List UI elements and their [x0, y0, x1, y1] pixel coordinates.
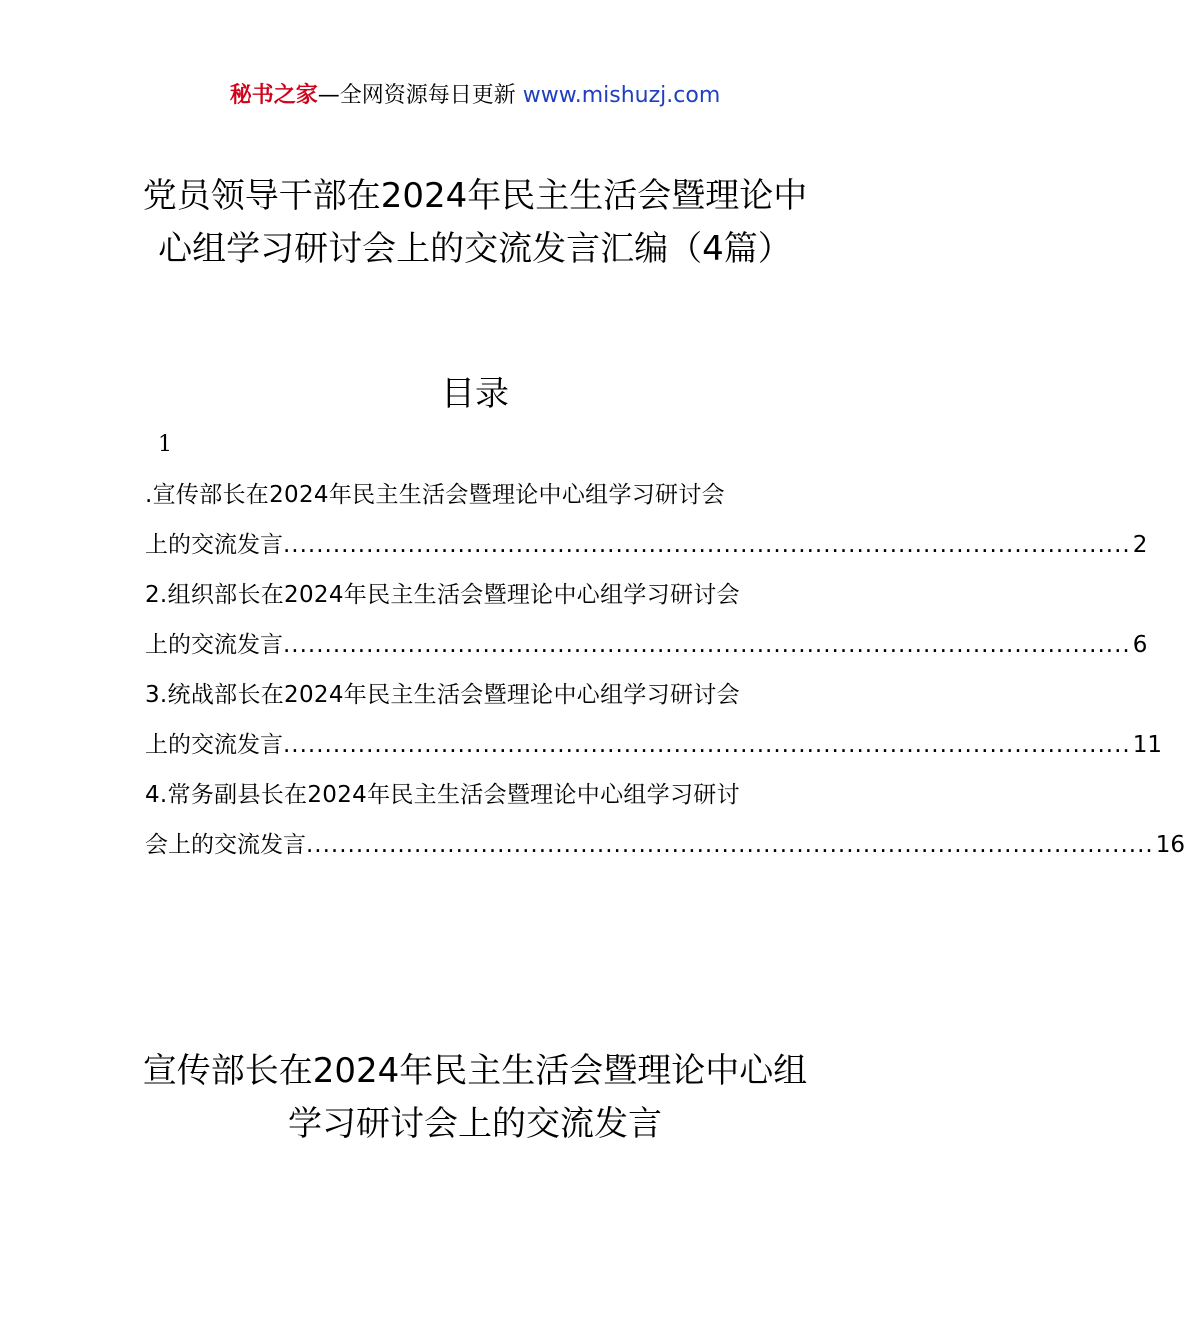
site-url[interactable]: www.mishuzj.com	[522, 83, 721, 108]
toc-entry-3[interactable]	[145, 670, 1163, 770]
toc-entry-title-cont: 会上的交流发言	[145, 832, 306, 858]
section-title: 宣传部长在2024年民主生活会暨理论中心组学习研讨会上的交流发言	[142, 1051, 808, 1144]
toc-entry-2[interactable]	[145, 570, 1148, 670]
toc-dot-leader: ......................................................................................................	[306, 832, 1154, 858]
document-title: 党员领导干部在2024年民主生活会暨理论中心组学习研讨会上的交流发言汇编（4篇）	[142, 176, 808, 269]
toc-dot-leader: ......................................................................................................	[283, 632, 1131, 658]
toc-stray-number: 1	[158, 432, 172, 457]
toc-entry-title-cont: 上的交流发言	[145, 532, 283, 558]
header-tagline: —全网资源每日更新	[317, 83, 516, 108]
toc-page-number: 6	[1132, 632, 1148, 658]
toc-entry-title: .宣传部长在2024年民主生活会暨理论中心组学习研讨会	[145, 482, 725, 508]
toc-entry-title: 3.统战部长在2024年民主生活会暨理论中心组学习研讨会	[145, 682, 740, 708]
toc-entry-title: 4.常务副县长在2024年民主生活会暨理论中心组学习研讨	[145, 782, 740, 808]
toc-entry-4[interactable]	[145, 770, 1185, 870]
site-header	[0, 80, 950, 112]
toc-dot-leader: ......................................................................................................	[283, 532, 1131, 558]
toc-page-number: 16	[1155, 832, 1185, 858]
toc-heading: 目录	[441, 374, 509, 414]
toc-page-number: 2	[1132, 532, 1148, 558]
toc-entry-1[interactable]	[145, 470, 1148, 570]
toc-entry-title-cont: 上的交流发言	[145, 732, 283, 758]
toc-entry-title: 2.组织部长在2024年民主生活会暨理论中心组学习研讨会	[145, 582, 740, 608]
toc-entry-title-cont: 上的交流发言	[145, 632, 283, 658]
toc-dot-leader: ......................................................................................................	[283, 732, 1131, 758]
brand-name: 秘书之家	[229, 83, 318, 108]
table-of-contents	[145, 470, 1185, 870]
toc-page-number: 11	[1132, 732, 1163, 758]
